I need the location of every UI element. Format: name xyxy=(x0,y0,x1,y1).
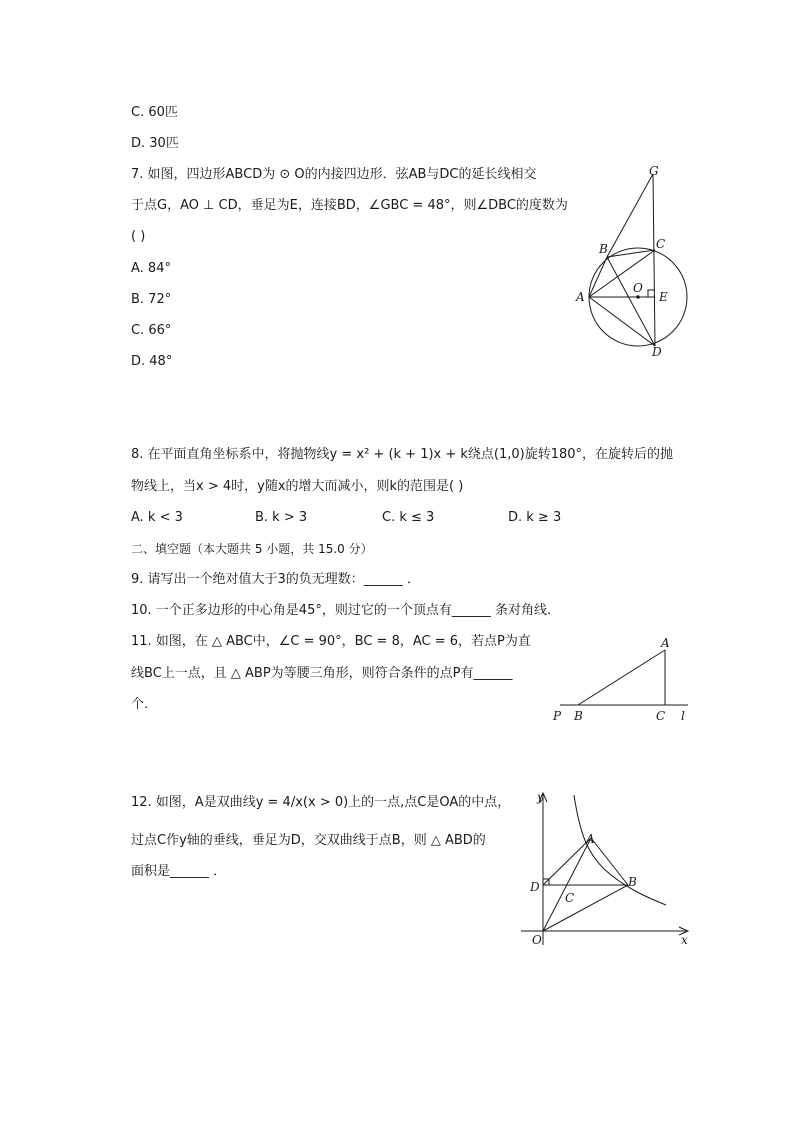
label-a: A xyxy=(586,832,595,846)
label-y: y xyxy=(537,790,544,804)
label-e: E xyxy=(659,290,668,304)
q11-line2: 线BC上一点，且 △ ABP为等腰三角形，则符合条件的点P有______ xyxy=(131,666,513,681)
label-l: l xyxy=(681,709,685,723)
q7-line2: 于点G，AO ⊥ CD，垂足为E，连接BD，∠GBC = 48°，则∠DBC的度数为 xyxy=(131,198,568,213)
q7-line3: ( ) xyxy=(131,229,146,244)
q7-option-b: B. 72° xyxy=(131,292,172,307)
label-p: P xyxy=(553,709,562,723)
q8-option-b: B. k > 3 xyxy=(255,510,308,525)
label-d: D xyxy=(530,880,540,894)
label-b: B xyxy=(574,709,583,723)
label-c: C xyxy=(656,709,666,723)
q8-option-a: A. k < 3 xyxy=(131,510,183,525)
q8-option-d: D. k ≥ 3 xyxy=(508,510,562,525)
q11-triangle-figure xyxy=(548,632,698,727)
q7-option-a: A. 84° xyxy=(131,261,171,276)
q12-line1: 12. 如图，A是双曲线y = 4/x(x > 0)上的一点,点C是OA的中点， xyxy=(131,795,511,810)
q12-line3: 面积是______ ． xyxy=(131,864,227,879)
label-b: B xyxy=(599,242,608,256)
q7-circle-figure xyxy=(560,160,710,365)
option-c-q6: C. 60匹 xyxy=(131,105,178,120)
label-c: C xyxy=(656,237,666,251)
q9-text: 9. 请写出一个绝对值大于3的负无理数：______ ． xyxy=(131,572,420,587)
q8-option-c: C. k ≤ 3 xyxy=(382,510,435,525)
label-o: O xyxy=(532,933,542,947)
q12-line2: 过点C作y轴的垂线，垂足为D，交双曲线于点B，则 △ ABD的 xyxy=(131,833,486,848)
q7-line1: 7. 如图，四边形ABCD为 ⊙ O的内接四边形．弦AB与DC的延长线相交 xyxy=(131,167,537,182)
label-o: O xyxy=(633,281,643,295)
q12-hyperbola-figure xyxy=(516,785,696,950)
q11-line1: 11. 如图，在 △ ABC中，∠C = 90°，BC = 8，AC = 6，若点P为直 xyxy=(131,634,531,649)
label-g: G xyxy=(649,164,659,178)
q7-option-d: D. 48° xyxy=(131,354,173,369)
q7-option-c: C. 66° xyxy=(131,323,172,338)
label-b: B xyxy=(628,875,637,889)
label-c: C xyxy=(565,891,575,905)
section-heading: 二、填空题（本大题共 5 小题，共 15.0 分） xyxy=(131,542,373,556)
q10-text: 10. 一个正多边形的中心角是45°，则过它的一个顶点有______ 条对角线． xyxy=(131,603,560,618)
label-x: x xyxy=(681,933,688,947)
q8-line2: 物线上，当x > 4时，y随x的增大而减小，则k的范围是( ) xyxy=(131,479,464,494)
q8-line1: 8. 在平面直角坐标系中，将抛物线y = x² + (k + 1)x + k绕点(1,0)旋转180°，在旋转后的抛 xyxy=(131,447,674,462)
option-d-q6: D. 30匹 xyxy=(131,136,179,151)
label-d: D xyxy=(652,345,662,359)
label-a: A xyxy=(661,636,670,650)
q11-line3: 个. xyxy=(131,697,149,712)
label-a: A xyxy=(576,290,585,304)
